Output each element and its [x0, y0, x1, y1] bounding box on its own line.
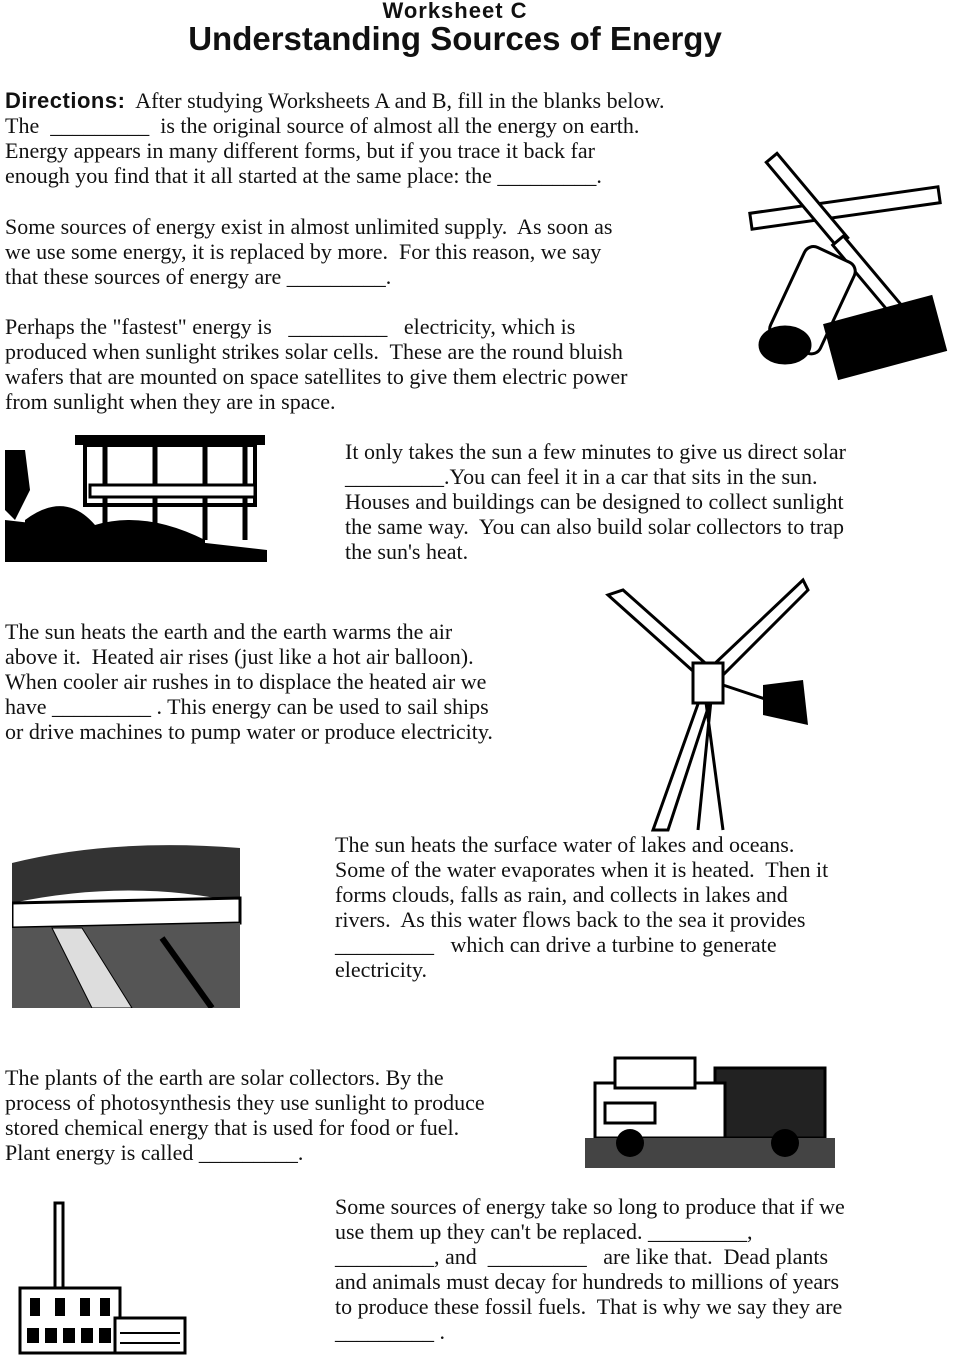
text-line [5, 314, 627, 339]
text-line [5, 364, 627, 389]
text-line [335, 1294, 845, 1319]
paragraph-sun-source [5, 88, 664, 188]
paragraph-hydro [335, 832, 828, 982]
text-line [5, 669, 493, 694]
line-text: The sun heats the surface water of lakes and oceans. [335, 832, 795, 857]
solar-house-illustration [5, 430, 267, 562]
text-line [5, 389, 627, 414]
text-line [5, 214, 612, 239]
text-line [5, 264, 612, 289]
truck-illustration [585, 1048, 835, 1168]
text-line [335, 882, 828, 907]
power-plant-illustration [15, 1198, 190, 1363]
line-text: The plants of the earth are solar collectors. By the [5, 1065, 444, 1090]
directions-label: Directions: [5, 88, 126, 113]
text-line [345, 464, 846, 489]
line-text: _________, and _________ are like that. Dead plants [335, 1244, 829, 1269]
satellite-illustration [740, 140, 955, 395]
paragraph-biomass [5, 1065, 485, 1165]
text-line [5, 113, 664, 138]
worksheet-subtitle: Worksheet C [382, 0, 528, 23]
text-line [345, 514, 846, 539]
text-line [335, 1319, 845, 1344]
text-line [5, 1140, 485, 1165]
text-line [5, 88, 664, 113]
text-line [335, 932, 828, 957]
line-text: use them up they can't be replaced. _________, [335, 1219, 753, 1244]
text-line [5, 694, 493, 719]
paragraph-renewable [5, 214, 612, 289]
line-text: the sun's heat. [345, 539, 469, 564]
line-text: _________ which can drive a turbine to generate [335, 932, 777, 957]
line-text: process of photosynthesis they use sunlight to produce [5, 1090, 485, 1115]
windmill-illustration [598, 575, 813, 835]
text-line [5, 138, 664, 163]
line-text: that these sources of energy are _________. [5, 264, 392, 289]
paragraph-fossil [335, 1194, 845, 1344]
text-line [345, 489, 846, 514]
text-line [345, 539, 846, 564]
line-text: the same way. You can also build solar collectors to trap [345, 514, 844, 539]
line-text: stored chemical energy that is used for food or fuel. [5, 1115, 460, 1140]
line-text: above it. Heated air rises (just like a hot air balloon). [5, 644, 474, 669]
text-line [335, 1269, 845, 1294]
line-text: _________ . [335, 1319, 445, 1344]
line-text: or drive machines to pump water or produce electricity. [5, 719, 493, 744]
text-line [335, 907, 828, 932]
dam-illustration [12, 843, 242, 1008]
line-text: electricity. [335, 957, 428, 982]
line-text: and animals must decay for hundreds to millions of years [335, 1269, 840, 1294]
line-text: Some of the water evaporates when it is heated. Then it [335, 857, 829, 882]
text-line [5, 1090, 485, 1115]
line-text: The sun heats the earth and the earth warms the air [5, 619, 453, 644]
line-text: to produce these fossil fuels. That is why we say they are [335, 1294, 843, 1319]
line-text: The _________ is the original source of almost all the energy on earth. [5, 113, 640, 138]
text-line [335, 1219, 845, 1244]
line-text: _________.You can feel it in a car that sits in the sun. [345, 464, 818, 489]
text-line [5, 163, 664, 188]
text-line [335, 1194, 845, 1219]
text-line [335, 957, 828, 982]
text-line [5, 1115, 485, 1140]
line-text: It only takes the sun a few minutes to give us direct solar [345, 439, 846, 464]
line-text: Some sources of energy take so long to produce that if we [335, 1194, 845, 1219]
text-line [5, 239, 612, 264]
line-text: from sunlight when they are in space. [5, 389, 336, 414]
line-text: Houses and buildings can be designed to collect sunlight [345, 489, 844, 514]
line-text: have _________ . This energy can be used to sail ships [5, 694, 489, 719]
line-text: produced when sunlight strikes solar cells. These are the round bluish [5, 339, 623, 364]
line-text: Some sources of energy exist in almost unlimited supply. As soon as [5, 214, 613, 239]
line-text: Perhaps the "fastest" energy is _________ electricity, which is [5, 314, 576, 339]
line-text: Energy appears in many different forms, but if you trace it back far [5, 138, 595, 163]
text-line [5, 719, 493, 744]
paragraph-wind [5, 619, 493, 744]
line-text: Plant energy is called _________. [5, 1140, 304, 1165]
text-line [5, 1065, 485, 1090]
text-line [335, 832, 828, 857]
paragraph-solar-heat [345, 439, 846, 564]
paragraph-solar-electricity [5, 314, 627, 414]
text-line [345, 439, 846, 464]
text-line [5, 644, 493, 669]
line-text: wafers that are mounted on space satellites to give them electric power [5, 364, 628, 389]
line-text: When cooler air rushes in to displace the heated air we [5, 669, 487, 694]
line-text: forms clouds, falls as rain, and collects in lakes and [335, 882, 788, 907]
line-text: rivers. As this water flows back to the sea it provides [335, 907, 806, 932]
line-text: After studying Worksheets A and B, fill in the blanks below. [135, 88, 665, 113]
text-line [335, 857, 828, 882]
text-line [5, 339, 627, 364]
text-line [335, 1244, 845, 1269]
line-text: enough you find that it all started at the same place: the _________. [5, 163, 602, 188]
page-title: Understanding Sources of Energy [188, 20, 722, 57]
line-text: we use some energy, it is replaced by more. For this reason, we say [5, 239, 602, 264]
text-line [5, 619, 493, 644]
